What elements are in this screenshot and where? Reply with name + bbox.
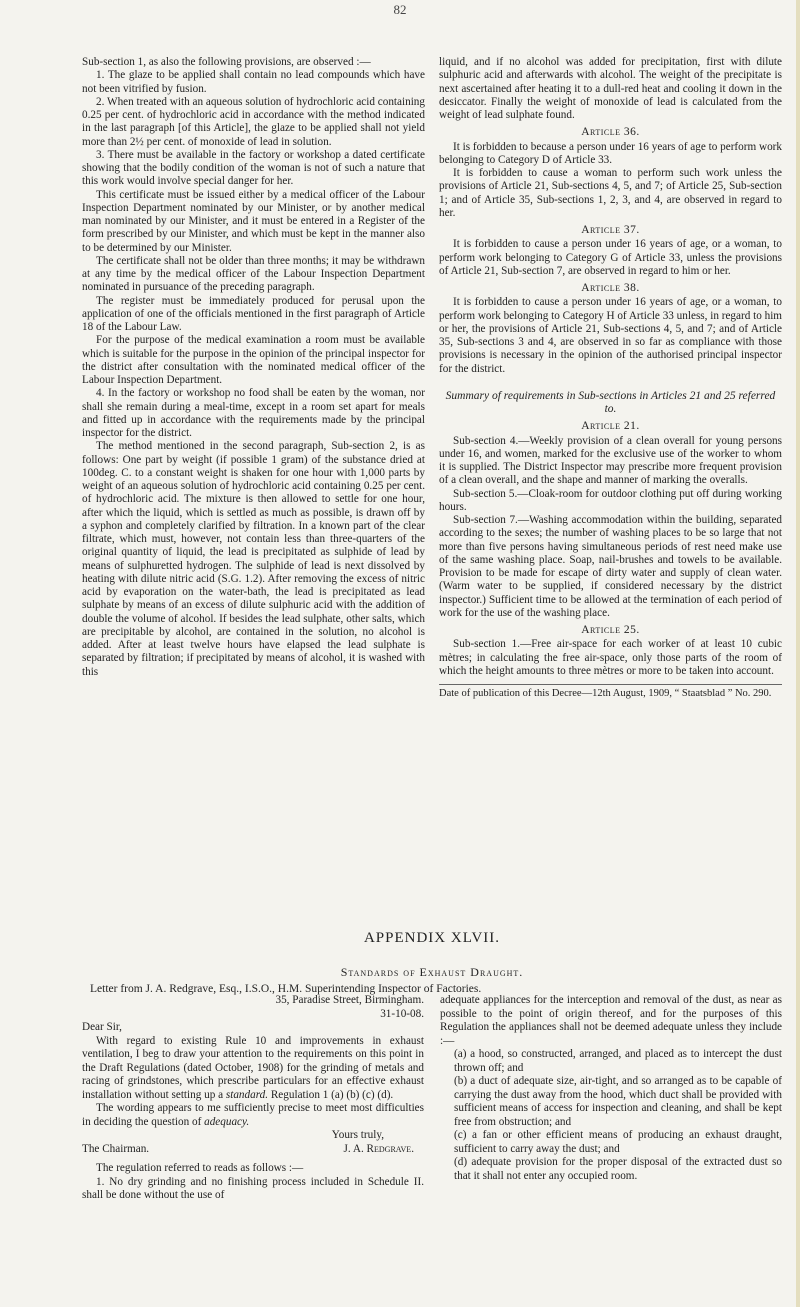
article-37-heading: Article 37.	[581, 224, 640, 236]
letter-recipient: The Chairman.	[82, 1142, 150, 1155]
regulation-column	[440, 994, 782, 1203]
appendix-title: APPENDIX XLVII.	[363, 930, 501, 946]
letter-wording	[82, 1102, 424, 1129]
right-paragraph: It is forbidden to because a person under 16 years of age to perform work belonging to Category D of Article 33.	[439, 140, 782, 166]
appendix-header	[82, 930, 782, 995]
left-paragraph: Sub-section 1, as also the following provisions, are observed :—	[82, 56, 371, 68]
article-36-heading: Article 36.	[581, 126, 640, 139]
page-edge-stain	[796, 0, 800, 1307]
right-paragraph: It is forbidden to cause a person under 16 years of age, or a woman, to perform work belonging to Category G of Article 33, unless the provisions of Article 21, Sub-section 7, are observed in regard to him or her.	[439, 238, 782, 277]
bottom-columns	[82, 994, 782, 1203]
summary-heading: Summary of requirements in Sub-sections in Articles 21 and 25 referred to.	[445, 389, 776, 415]
letter-column	[82, 994, 424, 1203]
left-column	[82, 56, 425, 700]
letter-wording-emphasis: adequacy.	[204, 1115, 250, 1128]
publication-date: Date of publication of this Decree—12th August, 1909, “ Staatsblad ” No. 290.	[439, 684, 782, 700]
letter-body-text: With regard to existing Rule 10 and improvements in exhaust ventilation, I beg to draw your attention to the requirements on this point in the Draft Regulations (dated October, 1908) for the grinding of metals and racing of grindstones, which prescribe particulars for an effective exhaust installation without setting up a	[82, 1034, 424, 1101]
right-paragraph: Sub-section 7.—Washing accommodation within the building, separated according to the sexes; the number of washing places to be so large that not more than five persons having simultaneous periods of rest need make use of the same washing place. Soap, nail-brushes and towels to be available. Provision to be made for escape of dirty water and supply of clean water. (Warm water to be supplied, if considered necessary by the district inspector.) Sufficient time to be allowed at the termination of each period of work for the use of the washing place.	[439, 514, 782, 619]
regulation-intro-continued: adequate appliances for the interception and removal of the dust, as near as possible to the point of origin thereof, and for the purposes of this Regulation the appliances shall not be deemed adequate unless they include :—	[440, 994, 782, 1047]
right-column	[439, 56, 782, 700]
left-paragraph: 3. There must be available in the factory or workshop a dated certificate showing that the bodily condition of the woman is not of such a nature that this work would involve special danger for her.	[82, 148, 425, 188]
article-38-heading: Article 38.	[581, 282, 640, 294]
page-number: 82	[393, 2, 407, 17]
letter-signature-row	[82, 1143, 424, 1157]
regulation-item-a: (a) a hood, so constructed, arranged, and placed as to intercept the dust thrown off; and	[454, 1048, 782, 1074]
right-paragraph: Sub-section 4.—Weekly provision of a clean overall for young persons under 16, and women, marked for the exclusive use of the worker to whom it is supplied. The District Inspector may prescribe more frequent provision of a clean overall, and the shape and manner of marking the overalls.	[439, 434, 782, 487]
letter-signature: J. A. Redgrave.	[343, 1142, 414, 1155]
letter-address: 35, Paradise Street, Birmingham.	[275, 994, 424, 1006]
appendix-letter-from: Letter from J. A. Redgrave, Esq., I.S.O., H.M. Superintending Inspector of Factories.	[90, 983, 482, 995]
left-paragraph: The method mentioned in the second paragraph, Sub-section 2, is as follows: One part by weight (if possible 1 gram) of the substance dried at 100deg. C. to a constant weight is shaken for one hour with 1,000 parts by weight of an aqueous solution of hydrochloric acid containing 0.25 per cent. of hydrochloric acid. The mixture is then allowed to settle for one hour, after which the liquid, which is settled as much as possible, is drawn off by a syphon and completely clarified by filtration. In a known part of the clear filtrate, which must, however, not contain less than three-quarters of the original quantity of liquid, the lead is precipitated as sulphide of lead by means of sulphuretted hydrogen. The sulphide of lead is next dissolved by heating with dilute nitric acid (S.G. 1.2). After removing the excess of nitric acid by evaporation on the water-bath, the lead is precipitated as lead sulphate by means of an excess of dilute sulphuric acid with the addition of double the volume of alcohol. If besides the lead sulphate, other salts, which are precipitable by alcohol, are contained in the solution, no alcohol is added. After at least twelve hours have elapsed the lead sulphate is separated by filtration; if precipitated by means of alcohol, it is washed with this	[82, 440, 425, 678]
letter-date: 31-10-08.	[380, 1007, 424, 1020]
regulation-item-b: (b) a duct of adequate size, air-tight, and so arranged as to be capable of carrying the dust away from the hood, which duct shall be provided with sufficient means of access for inspection and cleaning, and shall be kept free from obstruction; and	[454, 1075, 782, 1128]
regulation-intro: The regulation referred to reads as follows :—	[96, 1162, 304, 1174]
right-paragraph: liquid, and if no alcohol was added for precipitation, first with dilute sulphuric acid and afterwards with alcohol. The weight of the precipitate is next ascertained after heating it to a dull-red heat and cooling it down in the desiccator. Finally the weight of monoxide of lead is calculated from the weight of lead sulphate found.	[439, 56, 782, 121]
right-paragraph: It is forbidden to cause a woman to perform such work unless the provisions of Article 21, Sub-sections 4, 5, and 7; of Article 25, Sub-section 1; and of Article 35, Sub-sections 1, 2, 3, and 4, are observed in regard to her.	[439, 167, 782, 219]
left-paragraph: The register must be immediately produced for perusal upon the application of one of the officials mentioned in the first paragraph of Article 18 of the Labour Law.	[82, 294, 425, 333]
top-columns	[82, 56, 782, 700]
article-25-heading: Article 25.	[581, 624, 640, 636]
left-paragraph: 2. When treated with an aqueous solution of hydrochloric acid containing 0.25 per cent. of hydrochloric acid in accordance with the method indicated in the last paragraph [of this Article], the glaze to be applied shall not yield more than 2½ per cent. of monoxide of lead in solution.	[82, 95, 425, 148]
left-paragraph: The certificate shall not be older than three months; it may be withdrawn at any time by the medical officer of the Labour Inspection Department nominated in pursuance of the preceding paragraph.	[82, 254, 425, 294]
right-paragraph: Sub-section 1.—Free air-space for each worker of at least 10 cubic mètres; in calculating the free air-space, only those parts of the room of which the height amounts to three mètres or more to be taken into account.	[439, 638, 782, 677]
article-21-heading: Article 21.	[581, 420, 640, 433]
letter-wording-text: The wording appears to me sufficiently precise to meet most difficulties in deciding the question of	[82, 1102, 424, 1128]
letter-body-emphasis: standard.	[225, 1088, 269, 1101]
appendix-subtitle: Standards of Exhaust Draught.	[340, 965, 524, 979]
right-paragraph: It is forbidden to cause a person under 16 years of age, or a woman, to perform work belonging to Category H of Article 33 unless, in regard to him or her, the provisions of Article 21, Sub-sections 4, 5, and 7; and of Article 35, Sub-sections 3 and 4, are observed in so far as compliance with those provisions is necessary in the opinion of the authorised principal inspector for the district.	[439, 296, 783, 375]
letter-body	[82, 1035, 424, 1103]
left-paragraph: For the purpose of the medical examination a room must be available which is suitable for the purpose in the opinion of the principal inspector for the district after consultation with the nominated medical officer of the Labour Inspection Department.	[82, 334, 425, 386]
left-paragraph: 4. In the factory or workshop no food shall be eaten by the woman, nor shall she remain during a meal-time, except in a room set apart for meals and fitted up in accordance with the requirements made by the principal inspector for the district.	[82, 387, 425, 439]
left-paragraph: 1. The glaze to be applied shall contain no lead compounds which have not been vitrified by fusion.	[82, 69, 425, 95]
right-paragraph: Sub-section 5.—Cloak-room for outdoor clothing put off during working hours.	[439, 487, 782, 513]
letter-closing: Yours truly,	[331, 1129, 384, 1141]
left-paragraph: This certificate must be issued either by a medical officer of the Labour Inspection Department nominated by our Minister, or by another medical man nominated by our Minister, and it must be entered in a Register of the form prescribed by our Minister, and which must be kept in the manner also to be determined by our Minister.	[82, 188, 425, 254]
regulation-1: 1. No dry grinding and no finishing process included in Schedule II. shall be done without the use of	[82, 1175, 424, 1201]
regulation-item-c: (c) a fan or other efficient means of producing an exhaust draught, sufficient to carry away the dust; and	[454, 1129, 782, 1155]
letter-body-text-end: Regulation 1 (a) (b) (c) (d).	[268, 1088, 394, 1101]
letter-salutation: Dear Sir,	[82, 1021, 122, 1033]
regulation-item-d: (d) adequate provision for the proper disposal of the extracted dust so that it shall not enter any occupied room.	[454, 1156, 782, 1182]
